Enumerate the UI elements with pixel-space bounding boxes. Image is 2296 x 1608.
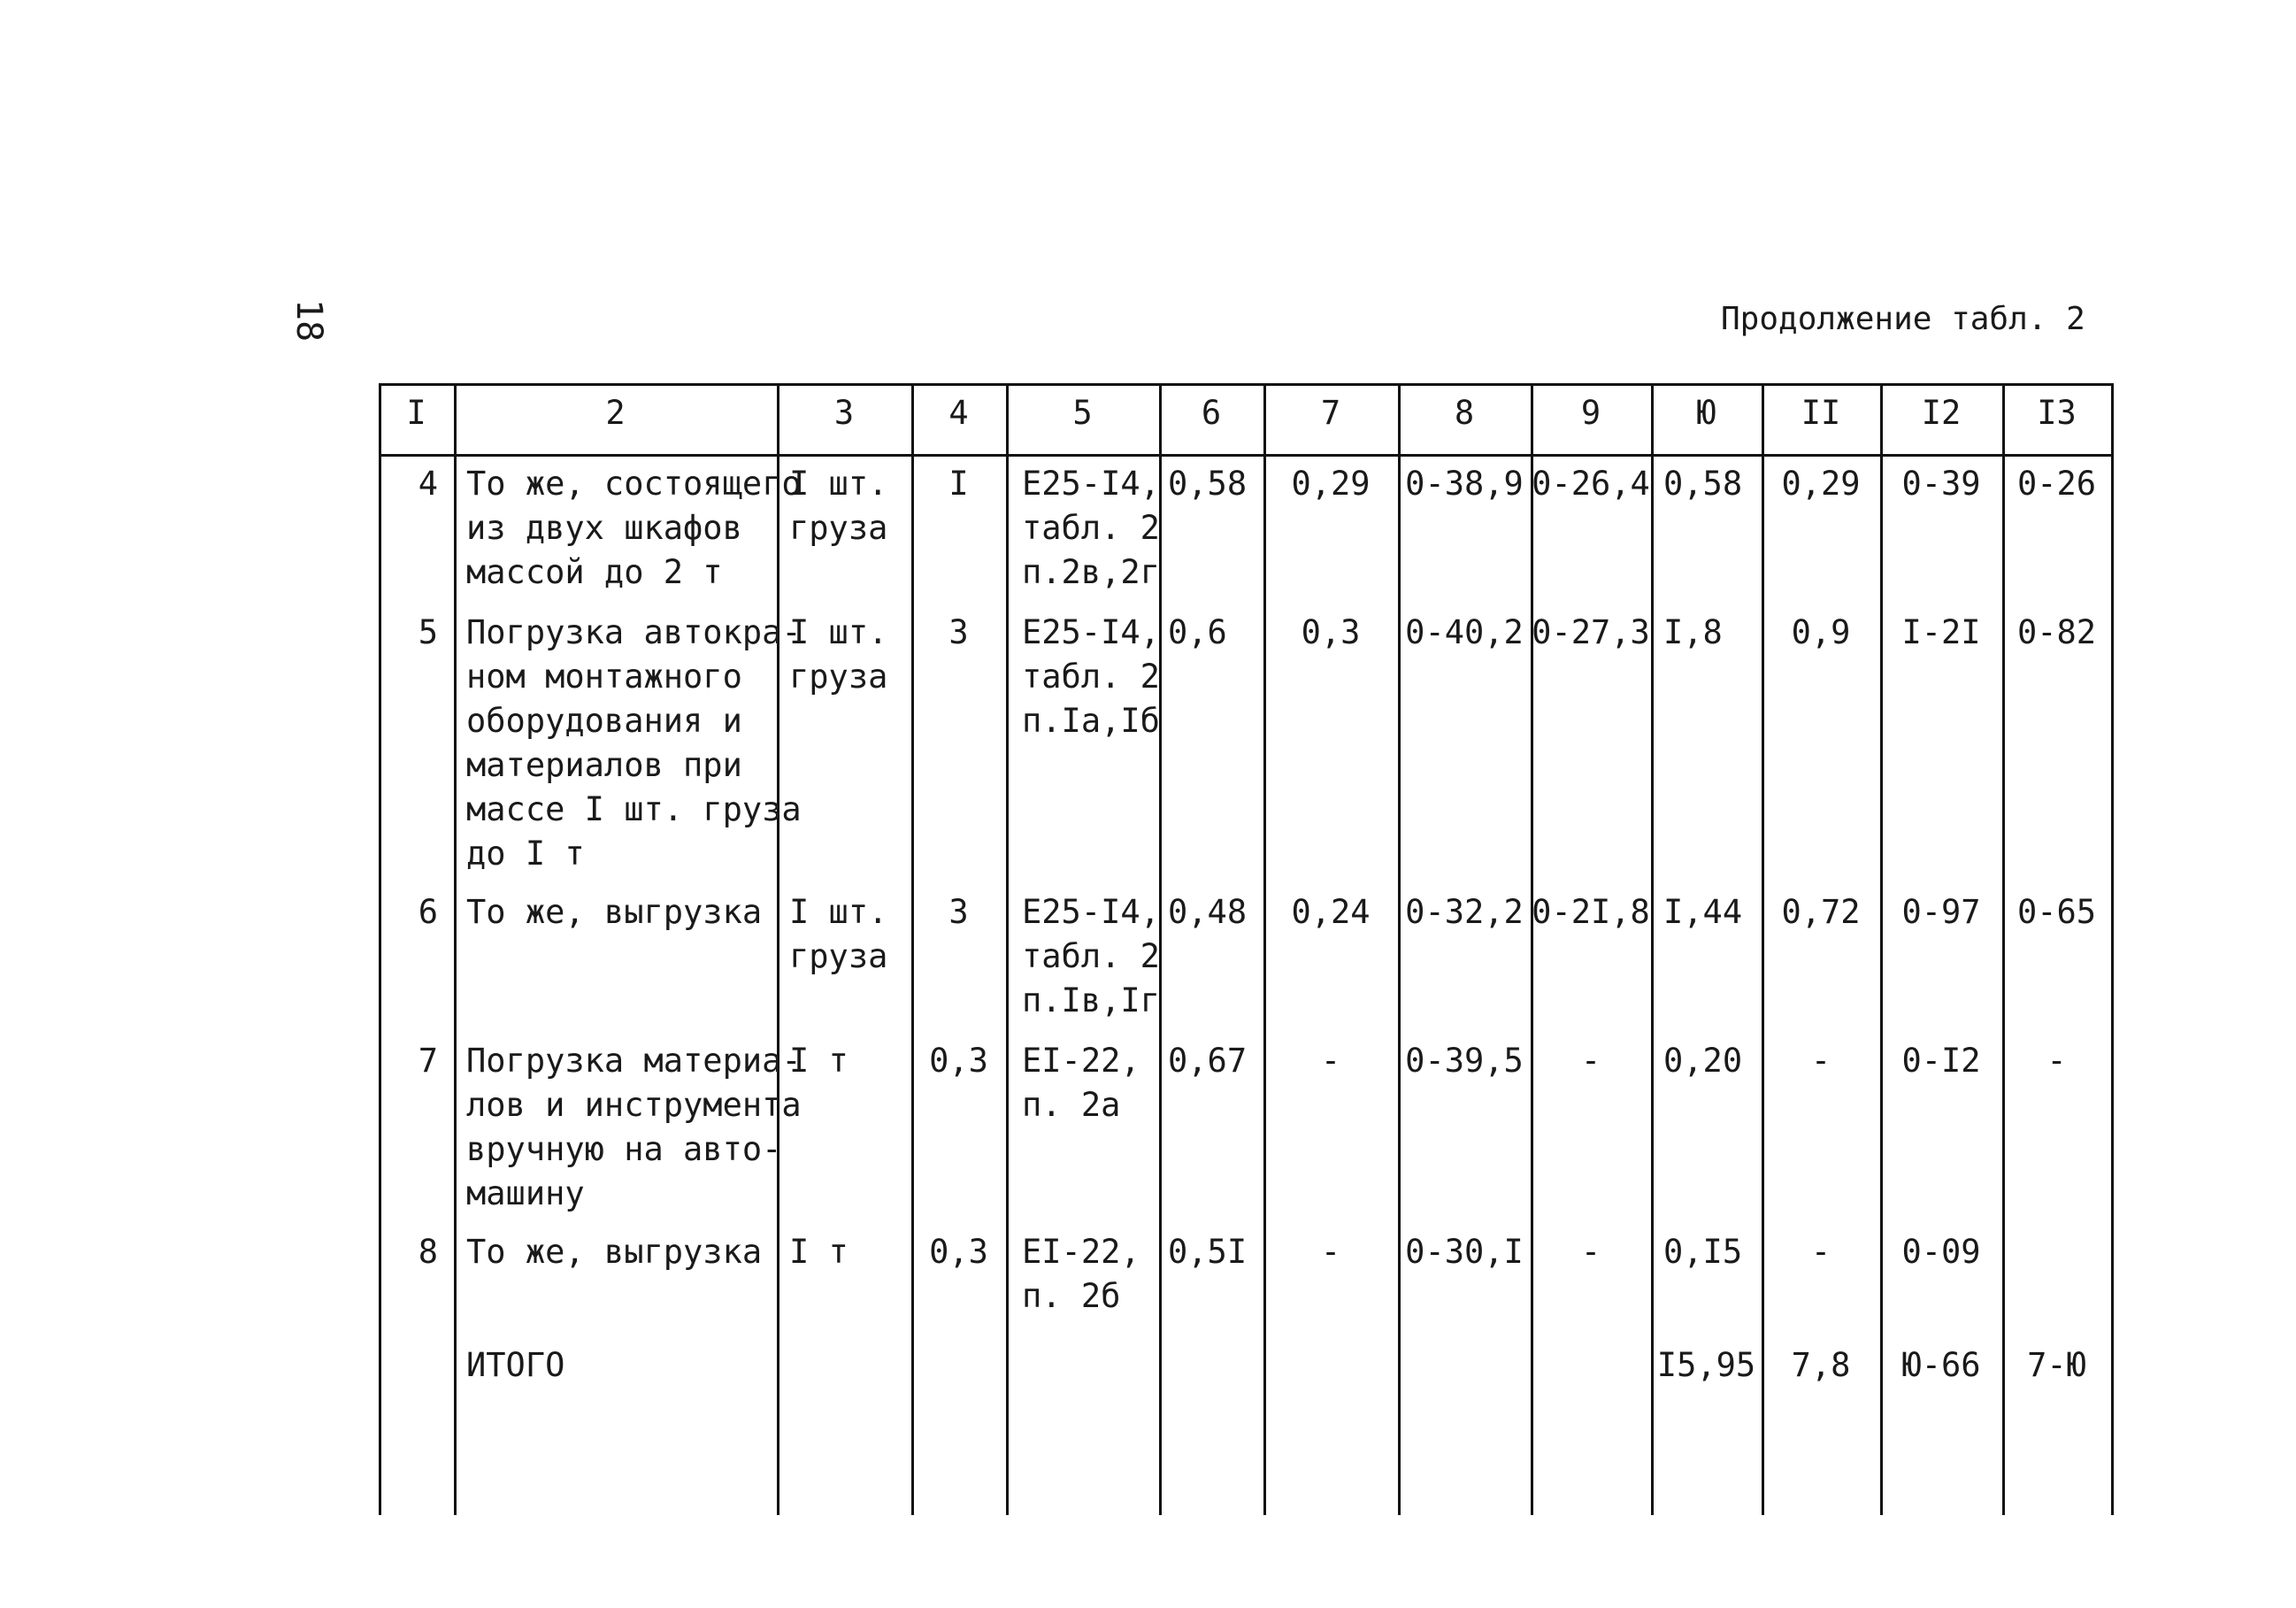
table-cell-c11: 0,72 <box>1781 893 1861 931</box>
header-cell: 9 <box>1580 394 1601 432</box>
column-divider <box>2111 383 2114 1515</box>
table-cell-num: 7 <box>418 1042 438 1080</box>
table-cell-c11: - <box>1810 1233 1831 1271</box>
table-cell-num: 4 <box>418 465 438 503</box>
column-divider <box>777 383 779 1515</box>
table-cell-c12: 0-09 <box>1901 1233 1981 1271</box>
table-cell-c7: 0,29 <box>1291 465 1371 503</box>
column-divider <box>1263 383 1266 1515</box>
header-cell: II <box>1801 394 1841 432</box>
table-cell-c10: I,44 <box>1663 893 1743 931</box>
table-cell-c7: 0,24 <box>1291 893 1371 931</box>
table-cell-name: Погрузка материа- лов и инструмента вручную на авто- машину <box>466 1042 802 1212</box>
table-cell-c12: 0-I2 <box>1901 1042 1981 1080</box>
table-cell-c8: 0-39,5 <box>1405 1042 1524 1080</box>
table-cell-num: 5 <box>418 613 438 651</box>
table-cell-c12: 0-39 <box>1901 465 1981 503</box>
header-cell: Ю <box>1696 394 1716 432</box>
table-cell-c11: - <box>1810 1042 1831 1080</box>
header-bottom-border <box>379 454 2111 457</box>
table-cell-norm: Е25-I4, табл. 2 п.Iа,Iб <box>1022 613 1160 740</box>
table-cell-c8: 0-32,2 <box>1405 893 1524 931</box>
header-cell: 7 <box>1320 394 1341 432</box>
header-cell: I <box>406 394 426 432</box>
table-cell-c10: 0,20 <box>1663 1042 1743 1080</box>
page-number: 18 <box>288 299 329 342</box>
header-cell: 6 <box>1201 394 1222 432</box>
table-cell-qty: 3 <box>948 613 969 651</box>
table-cell-c9: - <box>1580 1233 1601 1271</box>
table-cell-c6: 0,58 <box>1168 465 1248 503</box>
table-cell-c10: I,8 <box>1663 613 1723 651</box>
table-cell-norm: Е25-I4, табл. 2 п.Iв,Iг <box>1022 893 1160 1019</box>
table-cell-c7: 0,3 <box>1301 613 1361 651</box>
table-cell-c13: - <box>2046 1042 2067 1080</box>
table-cell-qty: 0,3 <box>929 1042 988 1080</box>
table-cell-c13: 0-26 <box>2016 465 2097 503</box>
table-cell-c11: 0,9 <box>1791 613 1851 651</box>
column-divider <box>1398 383 1401 1515</box>
table-cell-c9: 0-2I,8 <box>1532 893 1650 931</box>
table-cell-c9: 0-26,4 <box>1532 465 1650 503</box>
table-cell-c6: 0,48 <box>1168 893 1248 931</box>
table-cell-name: То же, выгрузка <box>466 1233 763 1271</box>
header-cell: 3 <box>833 394 855 432</box>
total-label: ИТОГО <box>466 1346 565 1384</box>
table-cell-unit: I шт. груза <box>789 465 888 547</box>
table-cell-norm: ЕI-22, п. 2а <box>1022 1042 1140 1124</box>
table-cell-norm: Е25-I4, табл. 2 п.2в,2г <box>1022 465 1160 591</box>
column-divider <box>1006 383 1009 1515</box>
table-cell-c6: 0,6 <box>1168 613 1227 651</box>
header-cell: I2 <box>1921 394 1962 432</box>
total-c12: Ю-66 <box>1901 1346 1981 1384</box>
total-c11: 7,8 <box>1791 1346 1851 1384</box>
header-cell: 8 <box>1454 394 1475 432</box>
table-cell-unit: I т <box>789 1233 849 1271</box>
header-cell: 2 <box>605 394 626 432</box>
column-divider <box>1531 383 1533 1515</box>
table-cell-unit: I шт. груза <box>789 893 888 975</box>
table-cell-c12: 0-97 <box>1901 893 1981 931</box>
table-cell-c8: 0-38,9 <box>1405 465 1524 503</box>
table-cell-c11: 0,29 <box>1781 465 1861 503</box>
header-cell: I3 <box>2037 394 2077 432</box>
table-cell-qty: 3 <box>948 893 969 931</box>
table-cell-c9: - <box>1580 1042 1601 1080</box>
table-cell-c10: 0,58 <box>1663 465 1743 503</box>
table-cell-c8: 0-40,2 <box>1405 613 1524 651</box>
table-cell-c7: - <box>1320 1042 1341 1080</box>
total-c13: 7-Ю <box>2027 1346 2086 1384</box>
table-continuation-label: Продолжение табл. 2 <box>1721 301 2085 337</box>
header-cell: 4 <box>948 394 969 432</box>
table-cell-qty: I <box>948 465 969 503</box>
table-cell-c6: 0,5I <box>1168 1233 1248 1271</box>
table-cell-c7: - <box>1320 1233 1341 1271</box>
table-top-border <box>379 383 2111 386</box>
table-cell-c6: 0,67 <box>1168 1042 1248 1080</box>
header-cell: 5 <box>1072 394 1093 432</box>
table-cell-unit: I шт. груза <box>789 613 888 696</box>
table-cell-c13: 0-82 <box>2016 613 2097 651</box>
table-cell-c13: 0-65 <box>2016 893 2097 931</box>
column-divider <box>911 383 914 1515</box>
table-cell-unit: I т <box>789 1042 849 1080</box>
table-cell-num: 6 <box>418 893 438 931</box>
column-divider <box>454 383 457 1515</box>
table-cell-name: То же, состоящего из двух шкафов массой до 2 т <box>466 465 802 591</box>
column-divider <box>379 383 381 1515</box>
table-cell-c8: 0-30,I <box>1405 1233 1524 1271</box>
table-cell-norm: ЕI-22, п. 2б <box>1022 1233 1140 1315</box>
table-cell-c12: I-2I <box>1901 613 1981 651</box>
total-c10: I5,95 <box>1656 1346 1756 1384</box>
table-cell-name: Погрузка автокра- ном монтажного оборудования и материалов при массе I шт. груза до I т <box>466 613 802 873</box>
table-cell-c10: 0,I5 <box>1663 1233 1743 1271</box>
table-cell-num: 8 <box>418 1233 438 1271</box>
table-cell-qty: 0,3 <box>929 1233 988 1271</box>
table-cell-name: То же, выгрузка <box>466 893 763 931</box>
table-cell-c9: 0-27,3 <box>1532 613 1650 651</box>
